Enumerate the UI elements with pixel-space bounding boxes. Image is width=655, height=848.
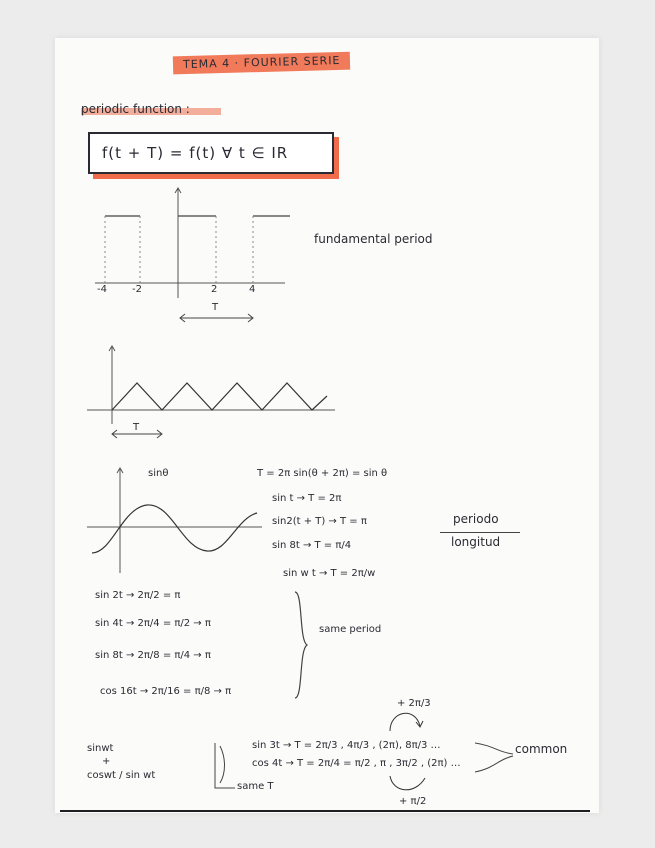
square-wave-graph (95, 188, 305, 328)
tick-2: 2 (211, 284, 218, 295)
fundamental-period-note: fundamental period (314, 232, 433, 246)
graph1-period-label: T (212, 302, 219, 313)
page-title: TEMA 4 · FOURIER SERIE (173, 52, 351, 75)
subtitle: periodic function : (81, 102, 190, 116)
common-label: common (515, 742, 568, 756)
page-bottom-line (60, 810, 590, 812)
bottom-note: + π/2 (399, 796, 427, 807)
example-4: cos 16t → 2π/16 = π/8 → π (100, 686, 232, 697)
ratio-line (440, 532, 520, 533)
top-note: + 2π/3 (397, 698, 431, 709)
sin-note-5: sin w t → T = 2π/w (283, 568, 376, 579)
common-bracket (475, 738, 515, 778)
tick-minus-4: -4 (97, 284, 107, 295)
bottom-bracket (210, 738, 240, 798)
example-3: sin 8t → 2π/8 = π/4 → π (95, 650, 211, 661)
top-arrow (385, 706, 425, 736)
sin3t-row: sin 3t → T = 2π/3 , 4π/3 , (2π), 8π/3 … (252, 740, 441, 751)
notebook-page (55, 38, 599, 813)
same-period-brace (293, 590, 313, 700)
sin-note-4: sin 8t → T = π/4 (272, 540, 352, 551)
graph2-period-label: T (133, 422, 140, 433)
sinwt-label: sinwt (87, 743, 114, 754)
sin-note-1: T = 2π sin(θ + 2π) = sin θ (257, 468, 388, 479)
coswt-label: coswt / sin wt (87, 770, 156, 781)
triangle-wave-graph (87, 346, 347, 446)
tick-4: 4 (249, 284, 256, 295)
tick-minus-2: -2 (132, 284, 142, 295)
ratio-bottom: longitud (451, 535, 501, 549)
formula-box (88, 132, 334, 174)
periodic-formula: f(t + T) = f(t) ∀ t ∈ IR (102, 144, 289, 162)
same-period-label: same period (319, 624, 382, 635)
sin-note-3: sin2(t + T) → T = π (272, 516, 367, 527)
same-T-label: same T (237, 781, 274, 792)
cos4t-row: cos 4t → T = 2π/4 = π/2 , π , 3π/2 , (2π) … (252, 758, 461, 769)
ratio-top: periodo (453, 512, 499, 526)
plus-sign: + (102, 756, 111, 767)
sin-note-2: sin t → T = 2π (272, 493, 342, 504)
example-1: sin 2t → 2π/2 = π (95, 590, 181, 601)
example-2: sin 4t → 2π/4 = π/2 → π (95, 618, 211, 629)
sine-label: sinθ (148, 468, 169, 479)
sine-graph (87, 463, 267, 573)
